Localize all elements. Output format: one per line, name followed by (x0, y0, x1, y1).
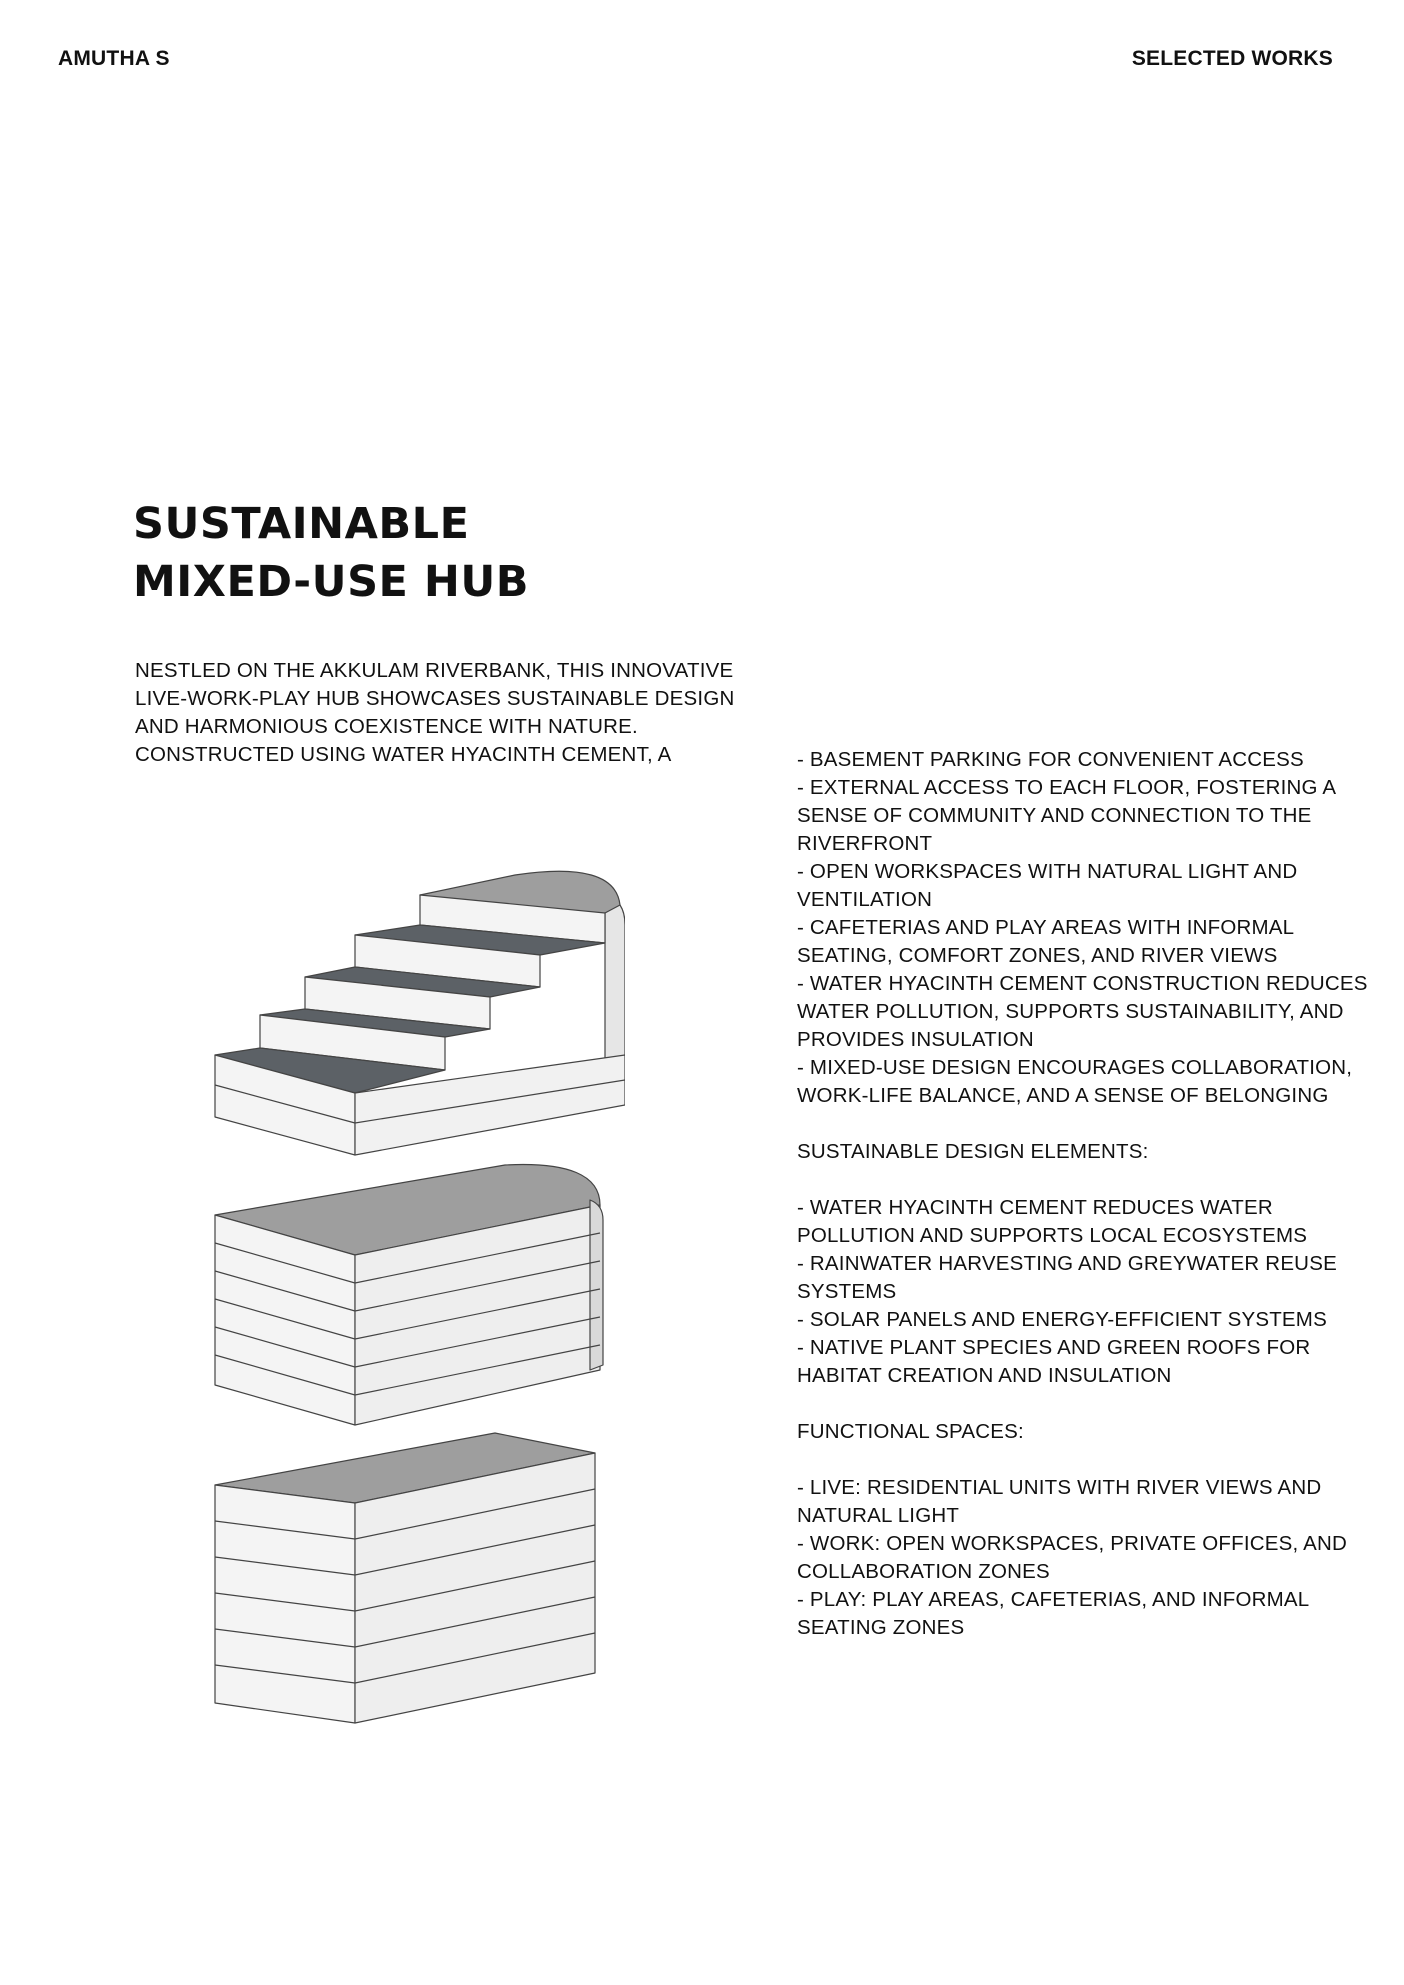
intro-paragraph (135, 657, 735, 769)
feature-line: - WATER HYACINTH CEMENT CONSTRUCTION REDUCES (797, 972, 1368, 995)
rounded-block-end (590, 1200, 603, 1370)
design-line: HABITAT CREATION AND INSULATION (797, 1364, 1172, 1387)
design-line: SYSTEMS (797, 1280, 897, 1303)
space-line: SEATING ZONES (797, 1616, 965, 1639)
intro-line: AND HARMONIOUS COEXISTENCE WITH NATURE. (135, 715, 638, 738)
title-line: MIXED-USE HUB (133, 557, 530, 607)
design-line: - WATER HYACINTH CEMENT REDUCES WATER (797, 1196, 1273, 1219)
feature-line: PROVIDES INSULATION (797, 1028, 1034, 1051)
feature-line: SEATING, COMFORT ZONES, AND RIVER VIEWS (797, 944, 1278, 967)
design-line: - SOLAR PANELS AND ENERGY-EFFICIENT SYSTEMS (797, 1308, 1327, 1331)
intro-line: NESTLED ON THE AKKULAM RIVERBANK, THIS INNOVATIVE (135, 659, 734, 682)
intro-line: CONSTRUCTED USING WATER HYACINTH CEMENT, A (135, 743, 672, 766)
feature-line: WORK-LIFE BALANCE, AND A SENSE OF BELONGING (797, 1084, 1329, 1107)
feature-line: - OPEN WORKSPACES WITH NATURAL LIGHT AND (797, 860, 1298, 883)
section-label: SELECTED WORKS (1131, 47, 1333, 70)
details-column (797, 746, 1387, 1642)
author-name: AMUTHA S (58, 47, 170, 70)
spaces-heading: FUNCTIONAL SPACES: (797, 1420, 1024, 1443)
axonometric-diagram (205, 865, 625, 1725)
feature-line: RIVERFRONT (797, 832, 933, 855)
feature-line: WATER POLLUTION, SUPPORTS SUSTAINABILITY, AND (797, 1000, 1344, 1023)
design-elements-list (797, 1194, 1387, 1390)
intro-line: LIVE-WORK-PLAY HUB SHOWCASES SUSTAINABLE DESIGN (135, 687, 735, 710)
space-line: COLLABORATION ZONES (797, 1560, 1050, 1583)
title-line: SUSTAINABLE (133, 499, 470, 549)
feature-line: - BASEMENT PARKING FOR CONVENIENT ACCESS (797, 748, 1304, 771)
project-title (133, 495, 529, 611)
feature-line: VENTILATION (797, 888, 933, 911)
space-line: - LIVE: RESIDENTIAL UNITS WITH RIVER VIEWS AND (797, 1476, 1322, 1499)
space-line: - WORK: OPEN WORKSPACES, PRIVATE OFFICES, AND (797, 1532, 1348, 1555)
rectangular-block-front (215, 1485, 355, 1723)
design-heading: SUSTAINABLE DESIGN ELEMENTS: (797, 1140, 1149, 1163)
feature-line: - MIXED-USE DESIGN ENCOURAGES COLLABORATION, (797, 1056, 1353, 1079)
feature-line: - EXTERNAL ACCESS TO EACH FLOOR, FOSTERING A (797, 776, 1337, 799)
features-list (797, 746, 1387, 1110)
space-line: - PLAY: PLAY AREAS, CAFETERIAS, AND INFORMAL (797, 1588, 1310, 1611)
feature-line: SENSE OF COMMUNITY AND CONNECTION TO THE (797, 804, 1312, 827)
space-line: NATURAL LIGHT (797, 1504, 960, 1527)
rounded-block (215, 1165, 603, 1426)
rectangular-block (215, 1433, 595, 1723)
design-line: - RAINWATER HARVESTING AND GREYWATER REUSE (797, 1252, 1337, 1275)
functional-spaces-list (797, 1474, 1387, 1642)
design-line: - NATIVE PLANT SPECIES AND GREEN ROOFS FOR (797, 1336, 1311, 1359)
terraced-block (215, 871, 625, 1155)
feature-line: - CAFETERIAS AND PLAY AREAS WITH INFORMAL (797, 916, 1295, 939)
design-line: POLLUTION AND SUPPORTS LOCAL ECOSYSTEMS (797, 1224, 1308, 1247)
